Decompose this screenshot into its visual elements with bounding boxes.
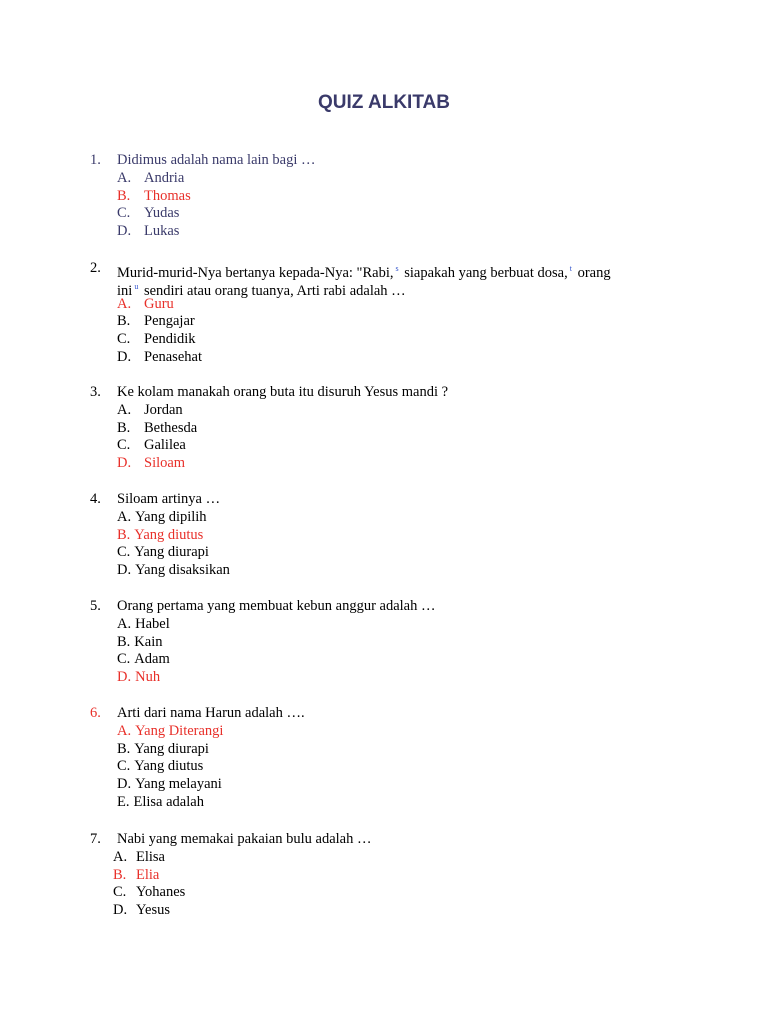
- option-b-correct: B. Elia: [113, 866, 160, 883]
- option-c: C. Galilea: [117, 437, 186, 454]
- question-text-continued: ini $^u$ sendiri atau orang tuanya, Arti rabi adalah …: [117, 281, 406, 299]
- footnote-link[interactable]: u: [134, 281, 139, 291]
- question-number: 6.: [90, 705, 101, 721]
- option-c: C. Adam: [117, 651, 170, 668]
- question-4: [90, 491, 650, 580]
- option-b: B. Yang diurapi: [117, 740, 209, 757]
- question-number: 7.: [90, 831, 101, 847]
- option-d: D. Yang melayani: [117, 776, 222, 793]
- option-a: A. Habel: [117, 615, 170, 632]
- option-b: B. Kain: [117, 633, 163, 650]
- option-d: D. Yesus: [113, 902, 170, 919]
- option-a: A. Yang dipilih: [117, 508, 207, 525]
- option-c: C. Pendidik: [117, 331, 196, 348]
- option-b: B. Bethesda: [117, 419, 198, 436]
- option-b-correct: B. Yang diutus: [117, 526, 204, 543]
- question-6: [90, 705, 650, 812]
- question-number: 1.: [90, 152, 101, 168]
- question-text: Arti dari nama Harun adalah ….: [117, 705, 305, 721]
- question-text: Murid-murid-Nya bertanya kepada-Nya: "Rabi, $^s$ siapakah yang berbuat dosa, $^t$ orang: [117, 264, 611, 281]
- question-text: Orang pertama yang membuat kebun anggur adalah …: [117, 598, 436, 614]
- question-2: [90, 260, 650, 367]
- footnote-link[interactable]: s: [395, 264, 399, 273]
- option-a-correct: A. Yang Diterangi: [117, 722, 224, 739]
- option-d-correct: D. Nuh: [117, 669, 161, 686]
- question-5: [90, 598, 650, 687]
- question-number: 4.: [90, 491, 101, 507]
- option-a-correct: A. Guru: [117, 295, 174, 312]
- option-a: A. Jordan: [117, 401, 183, 418]
- option-c: C. Yang diurapi: [117, 544, 209, 561]
- question-7: [90, 831, 650, 920]
- question-text: Nabi yang memakai pakaian bulu adalah …: [117, 831, 372, 847]
- question-number: 5.: [90, 598, 101, 614]
- option-d-correct: D. Siloam: [117, 455, 186, 472]
- option-c: C. Yohanes: [113, 884, 186, 901]
- option-d: D. Lukas: [117, 223, 180, 240]
- page-title: QUIZ ALKITAB: [318, 92, 450, 113]
- question-text: Didimus adalah nama lain bagi …: [117, 152, 316, 168]
- question-1: [90, 152, 650, 241]
- question-number: 3.: [90, 384, 101, 400]
- option-a: A. Andria: [117, 169, 185, 186]
- question-number: 2.: [90, 260, 101, 276]
- question-text: Ke kolam manakah orang buta itu disuruh Yesus mandi ?: [117, 384, 449, 400]
- option-c: C. Yang diutus: [117, 758, 204, 775]
- option-c: C. Yudas: [117, 205, 180, 222]
- footnote-link[interactable]: t: [569, 264, 572, 273]
- option-a: A. Elisa: [113, 848, 165, 865]
- option-d: D. Yang disaksikan: [117, 562, 230, 579]
- question-3: [90, 384, 650, 473]
- option-e: E. Elisa adalah: [117, 793, 204, 810]
- option-b-correct: B. Thomas: [117, 187, 191, 204]
- option-b: B. Pengajar: [117, 313, 195, 330]
- question-text: Siloam artinya …: [117, 491, 221, 507]
- option-d: D. Penasehat: [117, 348, 202, 365]
